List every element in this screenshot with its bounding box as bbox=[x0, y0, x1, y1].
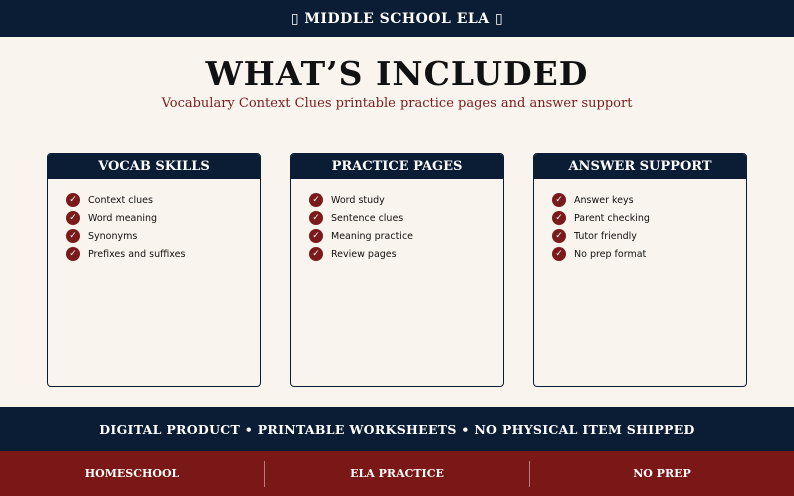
list-item-label: No prep format bbox=[574, 248, 647, 260]
top-banner bbox=[0, 0, 794, 37]
list-item bbox=[552, 191, 746, 209]
tag-bar bbox=[0, 451, 794, 496]
card-list bbox=[48, 179, 260, 263]
list-item bbox=[309, 245, 503, 263]
card-list bbox=[291, 179, 503, 263]
list-item bbox=[66, 245, 260, 263]
banner-label: ▯ MIDDLE SCHOOL ELA ▯ bbox=[290, 10, 504, 27]
list-item bbox=[309, 209, 503, 227]
list-item-label: Tutor friendly bbox=[574, 230, 637, 242]
check-icon: ✓ bbox=[552, 229, 566, 243]
list-item bbox=[66, 227, 260, 245]
list-item-label: Prefixes and suffixes bbox=[88, 248, 186, 260]
check-icon: ✓ bbox=[309, 229, 323, 243]
list-item-label: Review pages bbox=[331, 248, 397, 260]
list-item bbox=[552, 227, 746, 245]
list-item bbox=[309, 227, 503, 245]
check-icon: ✓ bbox=[552, 247, 566, 261]
list-item-label: Synonyms bbox=[88, 230, 138, 242]
list-item-label: Parent checking bbox=[574, 212, 650, 224]
notice-text: DIGITAL PRODUCT • PRINTABLE WORKSHEETS • NO PHYSICAL ITEM SHIPPED bbox=[99, 421, 695, 437]
card-practice-pages bbox=[290, 153, 504, 387]
check-icon: ✓ bbox=[552, 211, 566, 225]
check-icon: ✓ bbox=[66, 211, 80, 225]
check-icon: ✓ bbox=[309, 247, 323, 261]
check-icon: ✓ bbox=[66, 247, 80, 261]
list-item-label: Meaning practice bbox=[331, 230, 414, 242]
tag-no-prep: NO PREP bbox=[633, 467, 691, 480]
check-icon: ✓ bbox=[66, 193, 80, 207]
card-list bbox=[534, 179, 746, 263]
card-vocab-skills bbox=[47, 153, 261, 387]
check-icon: ✓ bbox=[66, 229, 80, 243]
card-title: PRACTICE PAGES bbox=[291, 154, 503, 179]
list-item bbox=[66, 191, 260, 209]
list-item-label: Sentence clues bbox=[331, 212, 404, 224]
card-answer-support bbox=[533, 153, 747, 387]
card-title: ANSWER SUPPORT bbox=[534, 154, 746, 179]
list-item-label: Context clues bbox=[88, 194, 153, 206]
page-subtitle: Vocabulary Context Clues printable practice pages and answer support bbox=[161, 96, 633, 111]
list-item-label: Answer keys bbox=[574, 194, 634, 206]
check-icon: ✓ bbox=[309, 193, 323, 207]
card-title: VOCAB SKILLS bbox=[48, 154, 260, 179]
list-item bbox=[309, 191, 503, 209]
list-item-label: Word study bbox=[331, 194, 385, 206]
list-item-label: Word meaning bbox=[88, 212, 158, 224]
tag-ela-practice: ELA PRACTICE bbox=[350, 467, 444, 480]
page-title: WHAT’S INCLUDED bbox=[205, 54, 589, 93]
check-icon: ✓ bbox=[552, 193, 566, 207]
list-item bbox=[66, 209, 260, 227]
tag-homeschool: HOMESCHOOL bbox=[84, 467, 180, 480]
list-item bbox=[552, 245, 746, 263]
digital-product-notice bbox=[0, 407, 794, 451]
check-icon: ✓ bbox=[309, 211, 323, 225]
list-item bbox=[552, 209, 746, 227]
